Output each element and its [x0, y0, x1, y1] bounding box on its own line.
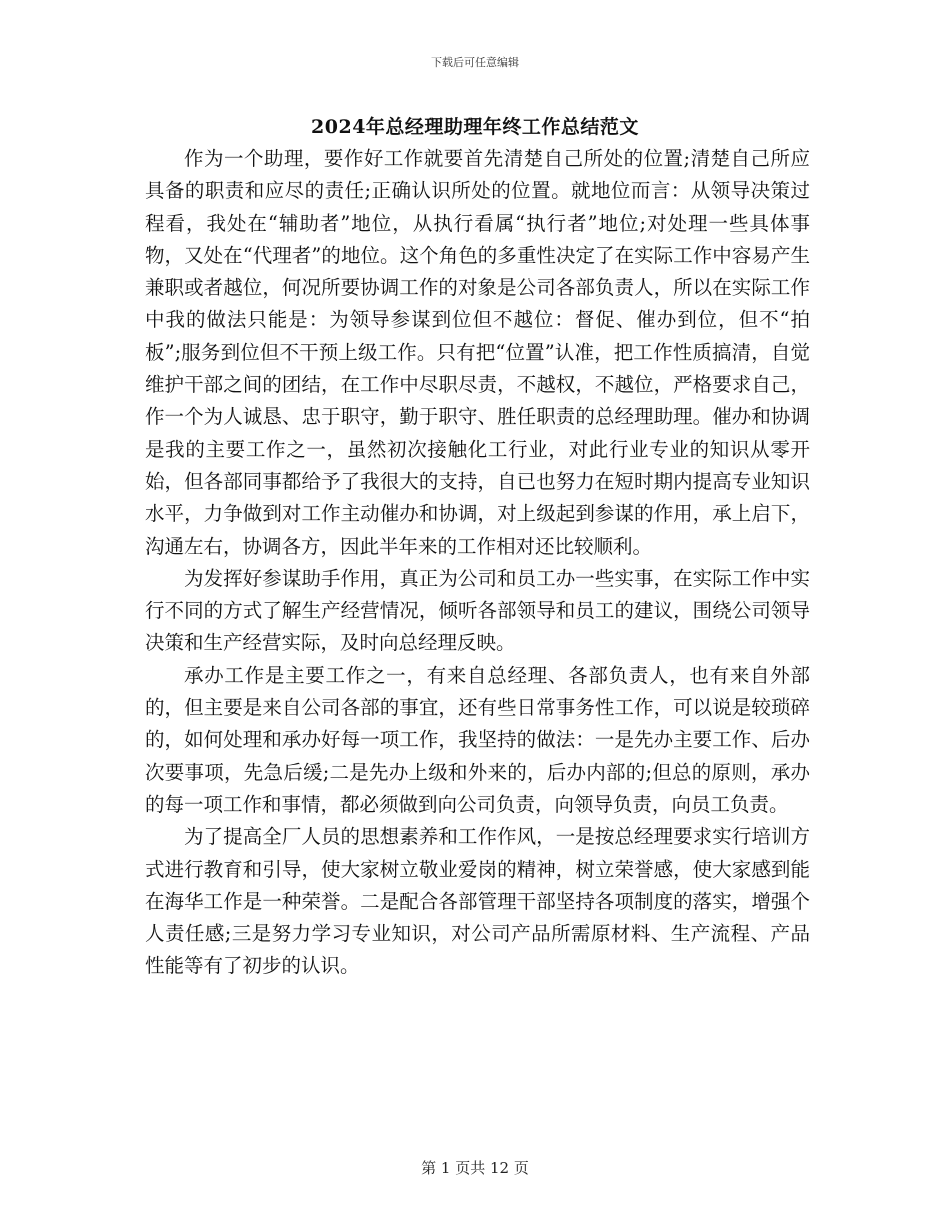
page-header: 下载后可任意编辑	[431, 56, 519, 69]
page-footer: 第 1 页共 12 页	[421, 1159, 529, 1177]
paragraph-2: 为发挥好参谋助手作用，真正为公司和员工办一些实事，在实际工作中实行不同的方式了解生产经营情况，倾听各部领导和员工的建议，围绕公司领导决策和生产经营实际，及时向总经理反映。	[145, 566, 810, 655]
paragraph-3: 承办工作是主要工作之一，有来自总经理、各部负责人，也有来自外部的，但主要是来自公司各部的事宜，还有些日常事务性工作，可以说是较琐碎的，如何处理和承办好每一项工作，我坚持的做法：一是先办主要工作、后办次要事项，先急后缓;二是先办上级和外来的，后办内部的;但总的原则，承办的每一项工作和事情，都必须做到向公司负责，向领导负责，向员工负责。	[145, 663, 810, 816]
paragraph-1: 作为一个助理，要作好工作就要首先清楚自己所处的位置;清楚自己所应具备的职责和应尽的责任;正确认识所处的位置。就地位而言：从领导决策过程看，我处在“辅助者”地位，从执行看属“执行者”地位;对处理一些具体事物，又处在“代理者”的地位。这个角色的多重性决定了在实际工作中容易产生兼职或者越位，何况所要协调工作的对象是公司各部负责人，所以在实际工作中我的做法只能是：为领导参谋到位但不越位：督促、催办到位，但不“拍板”;服务到位但不干预上级工作。只有把“位置”认准，把工作性质搞清，自觉维护干部之间的团结，在工作中尽职尽责，不越权，不越位，严格要求自己，作一个为人诚恳、忠于职守，勤于职守、胜任职责的总经理助理。催办和协调是我的主要工作之一，虽然初次接触化工行业，对此行业专业的知识从零开始，但各部同事都给予了我很大的支持，自已也努力在短时期内提高专业知识水平，力争做到对工作主动催办和协调，对上级起到参谋的作用，承上启下，沟通左右，协调各方，因此半年来的工作相对还比较顺利。	[145, 147, 810, 558]
paragraph-4: 为了提高全厂人员的思想素养和工作作风，一是按总经理要求实行培训方式进行教育和引导，使大家树立敬业爱岗的精神，树立荣誉感，使大家感到能在海华工作是一种荣誉。二是配合各部管理干部坚持各项制度的落实，增强个人责任感;三是努力学习专业知识，对公司产品所需原材料、生产流程、产品性能等有了初步的认识。	[145, 825, 810, 978]
document-title: 2024年总经理助理年终工作总结范文	[311, 116, 639, 138]
document-body	[145, 143, 810, 983]
